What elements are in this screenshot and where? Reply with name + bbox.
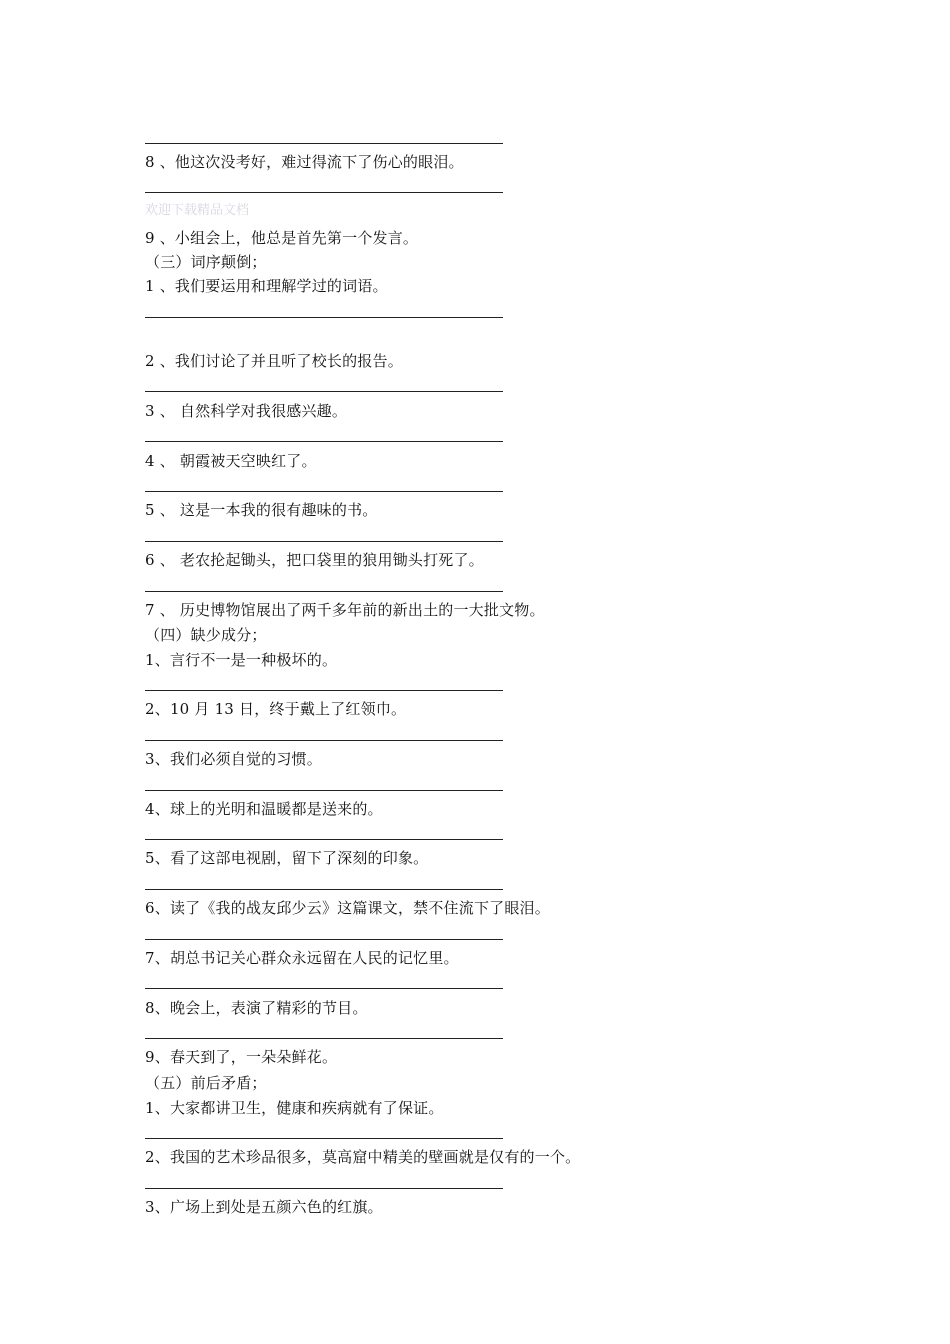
answer-line bbox=[145, 591, 503, 592]
sentence-item: 4 、 朝霞被天空映红了。 bbox=[145, 452, 317, 470]
answer-line bbox=[145, 690, 503, 691]
sentence-item: 7 、 历史博物馆展出了两千多年前的新出土的一大批文物。 bbox=[145, 601, 545, 619]
sentence-item: 6 、 老农抡起锄头，把口袋里的狼用锄头打死了。 bbox=[145, 551, 484, 569]
answer-line bbox=[145, 192, 503, 193]
sentence-item: 2 、我们讨论了并且听了校长的报告。 bbox=[145, 352, 403, 370]
sentence-item: 3、我们必须自觉的习惯。 bbox=[145, 750, 322, 768]
sentence-item: 9、春天到了，一朵朵鲜花。 bbox=[145, 1048, 338, 1066]
watermark-text: 欢迎下载精品文档 bbox=[145, 203, 250, 218]
sentence-item: 3 、 自然科学对我很感兴趣。 bbox=[145, 402, 348, 420]
answer-line bbox=[145, 317, 503, 318]
answer-line bbox=[145, 441, 503, 442]
sentence-item: 5 、 这是一本我的很有趣味的书。 bbox=[145, 501, 378, 519]
sentence-item: 3、广场上到处是五颜六色的红旗。 bbox=[145, 1198, 383, 1216]
answer-line bbox=[145, 988, 503, 989]
sentence-item: 9 、小组会上，他总是首先第一个发言。 bbox=[145, 229, 419, 247]
sentence-item: 2、我国的艺术珍品很多，莫高窟中精美的壁画就是仅有的一个。 bbox=[145, 1148, 581, 1166]
sentence-item: 6、读了《我的战友邱少云》这篇课文，禁不住流下了眼泪。 bbox=[145, 899, 550, 917]
section-heading: （四）缺少成分； bbox=[145, 626, 267, 644]
section-heading: （五）前后矛盾； bbox=[145, 1074, 267, 1092]
answer-line bbox=[145, 839, 503, 840]
answer-line bbox=[145, 939, 503, 940]
section-heading: （三）词序颠倒； bbox=[145, 253, 267, 271]
sentence-item: 1、大家都讲卫生，健康和疾病就有了保证。 bbox=[145, 1099, 444, 1117]
answer-line bbox=[145, 889, 503, 890]
answer-line bbox=[145, 1038, 503, 1039]
sentence-item: 7、胡总书记关心群众永远留在人民的记忆里。 bbox=[145, 949, 459, 967]
answer-line bbox=[145, 790, 503, 791]
sentence-item: 4、球上的光明和温暖都是送来的。 bbox=[145, 800, 383, 818]
sentence-item: 1、言行不一是一种极坏的。 bbox=[145, 651, 338, 669]
answer-line bbox=[145, 491, 503, 492]
answer-line bbox=[145, 740, 503, 741]
answer-line bbox=[145, 1188, 503, 1189]
answer-line bbox=[145, 541, 503, 542]
sentence-item: 2、10 月 13 日，终于戴上了红领巾。 bbox=[145, 700, 407, 718]
sentence-item: 5、看了这部电视剧，留下了深刻的印象。 bbox=[145, 849, 429, 867]
answer-line bbox=[145, 1138, 503, 1139]
sentence-item: 8 、他这次没考好，难过得流下了伤心的眼泪。 bbox=[145, 153, 464, 171]
answer-line bbox=[145, 391, 503, 392]
sentence-item: 1 、我们要运用和理解学过的词语。 bbox=[145, 277, 388, 295]
answer-line bbox=[145, 143, 503, 144]
sentence-item: 8、晚会上，表演了精彩的节目。 bbox=[145, 999, 368, 1017]
